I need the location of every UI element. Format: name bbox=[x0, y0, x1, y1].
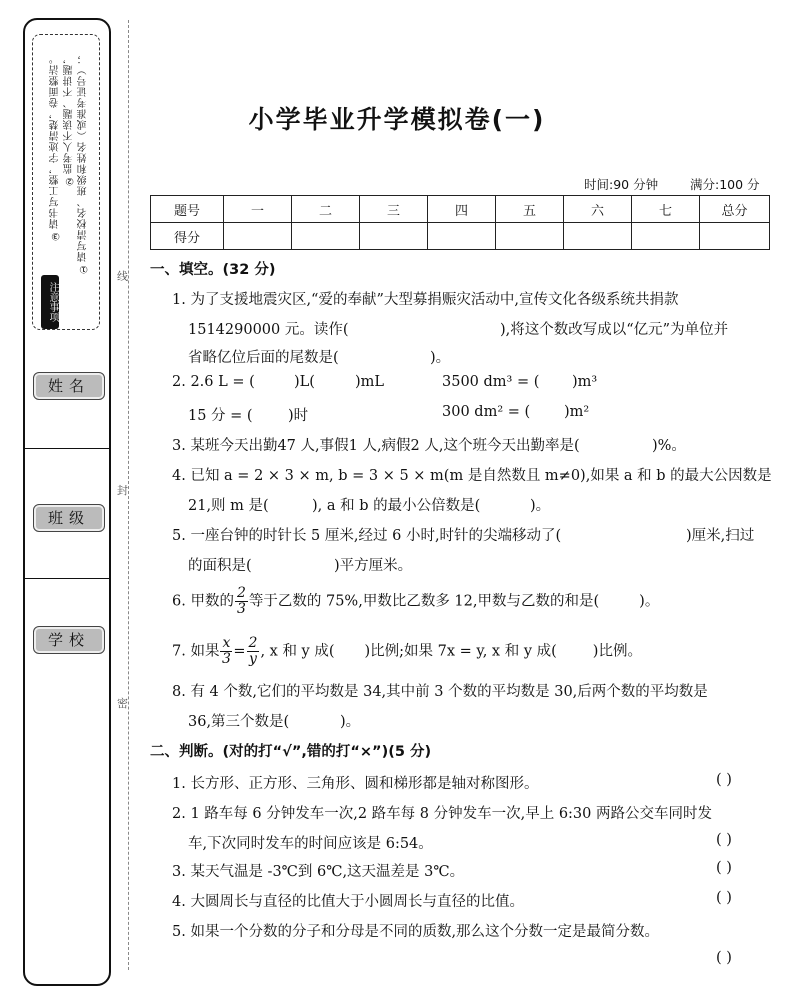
score-cell[interactable] bbox=[564, 223, 632, 250]
exam-title: 小学毕业升学模拟卷(一) bbox=[248, 105, 546, 134]
q1-line-3a: 省略亿位后面的尾数是( bbox=[188, 350, 339, 366]
score-header-cell: 二 bbox=[292, 196, 360, 223]
score-cell[interactable] bbox=[632, 223, 700, 250]
score-cell[interactable] bbox=[292, 223, 360, 250]
q6-prefix: 6. 甲数的 bbox=[172, 593, 234, 610]
exam-time: 时间:90 分钟 bbox=[584, 177, 659, 192]
score-cell[interactable] bbox=[428, 223, 496, 250]
q7-denominator-1: 3 bbox=[221, 651, 231, 667]
school-field-label: 学校 bbox=[33, 626, 105, 654]
q4-line-1: 4. 已知 a = 2 × 3 × m, b = 3 × 5 × m(m 是自然数且 m≠0),如果 a 和 b 的最大公因数是 bbox=[172, 468, 772, 484]
judge-q3-answer[interactable]: ( ) bbox=[716, 860, 732, 876]
score-header-cell: 题号 bbox=[151, 196, 224, 223]
q7-prefix: 7. 如果 bbox=[172, 643, 220, 660]
cut-label-line: 线 bbox=[117, 270, 128, 283]
q1-line-2b: ),将这个数改写成以“亿元”为单位并 bbox=[500, 322, 729, 338]
q2-part-6: 15 分 = ( bbox=[188, 408, 253, 424]
rules-badge: 注意事项 bbox=[41, 275, 59, 329]
judge-q5: 5. 如果一个分数的分子和分母是不同的质数,那么这个分数一定是最简分数。 bbox=[172, 924, 660, 940]
judge-q1-answer[interactable]: ( ) bbox=[716, 772, 732, 788]
rule-2: ②监考人不读题、不讲题， bbox=[64, 53, 75, 186]
q1-line-3b: )。 bbox=[430, 350, 451, 366]
q7-numerator-1: x bbox=[222, 635, 231, 651]
q6-denominator: 3 bbox=[236, 601, 246, 617]
q4-line-2a: 21,则 m 是( bbox=[188, 498, 269, 514]
q6-end: )。 bbox=[639, 593, 660, 610]
cut-label-close: 密 bbox=[117, 697, 128, 710]
q3-line: 3. 某班今天出勤47 人,事假1 人,病假2 人,这个班今天出勤率是( bbox=[172, 438, 580, 454]
strip-divider-1 bbox=[25, 448, 109, 449]
exam-rules-box bbox=[32, 34, 100, 330]
judge-q3: 3. 某天气温是 -3℃到 6℃,这天温差是 3℃。 bbox=[172, 864, 465, 880]
q8-line-2b: )。 bbox=[340, 714, 361, 730]
q7-numerator-2: 2 bbox=[248, 635, 258, 651]
score-table-header-row bbox=[151, 196, 770, 223]
q5-line-2a: 的面积是( bbox=[188, 558, 252, 574]
q8-line-1: 8. 有 4 个数,它们的平均数是 34,其中前 3 个数的平均数是 30,后两个数的平均数是 bbox=[172, 684, 708, 700]
q7-line bbox=[172, 636, 642, 667]
judge-q2-line-2: 车,下次同时发车的时间应该是 6:54。 bbox=[188, 836, 433, 852]
q7-end: )比例。 bbox=[592, 643, 642, 660]
q2-part-5: )m³ bbox=[572, 374, 598, 390]
q4-line-2c: )。 bbox=[530, 498, 551, 514]
section-2-heading: 二、判断。(对的打“√”,错的打“×”)(5 分) bbox=[150, 744, 432, 760]
score-header-cell: 三 bbox=[360, 196, 428, 223]
rule-3: ③请书写工整，字迹清楚，卷面整洁。 bbox=[50, 53, 61, 241]
q3-end: )%。 bbox=[652, 438, 686, 454]
strip-divider-2 bbox=[25, 578, 109, 579]
q5-line-1b: )厘米,扫过 bbox=[686, 528, 755, 544]
q1-line-2a: 1514290000 元。读作( bbox=[188, 322, 349, 338]
score-header-cell: 六 bbox=[564, 196, 632, 223]
binding-strip bbox=[23, 18, 111, 986]
judge-q2-answer[interactable]: ( ) bbox=[716, 832, 732, 848]
score-row-label: 得分 bbox=[151, 223, 224, 250]
cut-dashed-line bbox=[128, 20, 129, 970]
q6-line bbox=[172, 586, 659, 617]
q6-fraction bbox=[235, 586, 248, 617]
score-header-cell: 四 bbox=[428, 196, 496, 223]
score-header-cell: 一 bbox=[224, 196, 292, 223]
q2-part-8: 300 dm² = ( bbox=[442, 404, 531, 420]
score-cell[interactable] bbox=[700, 223, 770, 250]
score-cell[interactable] bbox=[360, 223, 428, 250]
score-header-cell: 七 bbox=[632, 196, 700, 223]
score-table-score-row bbox=[151, 223, 770, 250]
cut-label-seal: 封 bbox=[117, 484, 128, 497]
q2-part-3: )mL bbox=[355, 374, 385, 390]
judge-q4-answer[interactable]: ( ) bbox=[716, 890, 732, 906]
score-header-cell: 五 bbox=[496, 196, 564, 223]
q2-part-9: )m² bbox=[564, 404, 590, 420]
q7-equals: = bbox=[233, 643, 246, 660]
q2-part-1: 2. 2.6 L = ( bbox=[172, 374, 255, 390]
section-1-heading: 一、填空。(32 分) bbox=[150, 262, 276, 278]
q7-mid-2: )比例;如果 7x = y, x 和 y 成( bbox=[364, 643, 557, 660]
q7-denominator-2: y bbox=[249, 651, 257, 667]
q8-line-2a: 36,第三个数是( bbox=[188, 714, 290, 730]
q1-line-1: 1. 为了支援地震灾区,“爱的奉献”大型募捐赈灾活动中,宣传文化各级系统共捐款 bbox=[172, 292, 679, 308]
name-field-label: 姓名 bbox=[33, 372, 105, 400]
q7-fraction-2 bbox=[247, 636, 260, 667]
judge-q2-line-1: 2. 1 路车每 6 分钟发车一次,2 路车每 8 分钟发车一次,早上 6:30 两路公交车同时发 bbox=[172, 806, 712, 822]
exam-full-score: 满分:100 分 bbox=[690, 177, 760, 192]
q6-numerator: 2 bbox=[236, 585, 246, 601]
score-cell[interactable] bbox=[496, 223, 564, 250]
q5-line-1a: 5. 一座台钟的时针长 5 厘米,经过 6 小时,时针的尖端移动了( bbox=[172, 528, 562, 544]
q5-line-2b: )平方厘米。 bbox=[334, 558, 413, 574]
score-table bbox=[150, 195, 770, 250]
score-header-cell: 总分 bbox=[700, 196, 770, 223]
judge-q1: 1. 长方形、正方形、三角形、圆和梯形都是轴对称图形。 bbox=[172, 776, 539, 792]
q2-part-4: 3500 dm³ = ( bbox=[442, 374, 540, 390]
judge-q5-answer[interactable]: ( ) bbox=[716, 950, 732, 966]
q6-text: 等于乙数的 75%,甲数比乙数多 12,甲数与乙数的和是( bbox=[248, 593, 600, 610]
class-field-label: 班级 bbox=[33, 504, 105, 532]
score-cell[interactable] bbox=[224, 223, 292, 250]
q2-part-2: )L( bbox=[294, 374, 315, 390]
rule-1: ①请写清校名、班级和姓名（或准考证号）； bbox=[78, 53, 89, 274]
q2-part-7: )时 bbox=[288, 408, 309, 424]
q7-fraction-1 bbox=[220, 636, 232, 667]
judge-q4: 4. 大圆周长与直径的比值大于小圆周长与直径的比值。 bbox=[172, 894, 524, 910]
q4-line-2b: ), a 和 b 的最小公倍数是( bbox=[312, 498, 481, 514]
q7-mid: , x 和 y 成( bbox=[260, 643, 335, 660]
